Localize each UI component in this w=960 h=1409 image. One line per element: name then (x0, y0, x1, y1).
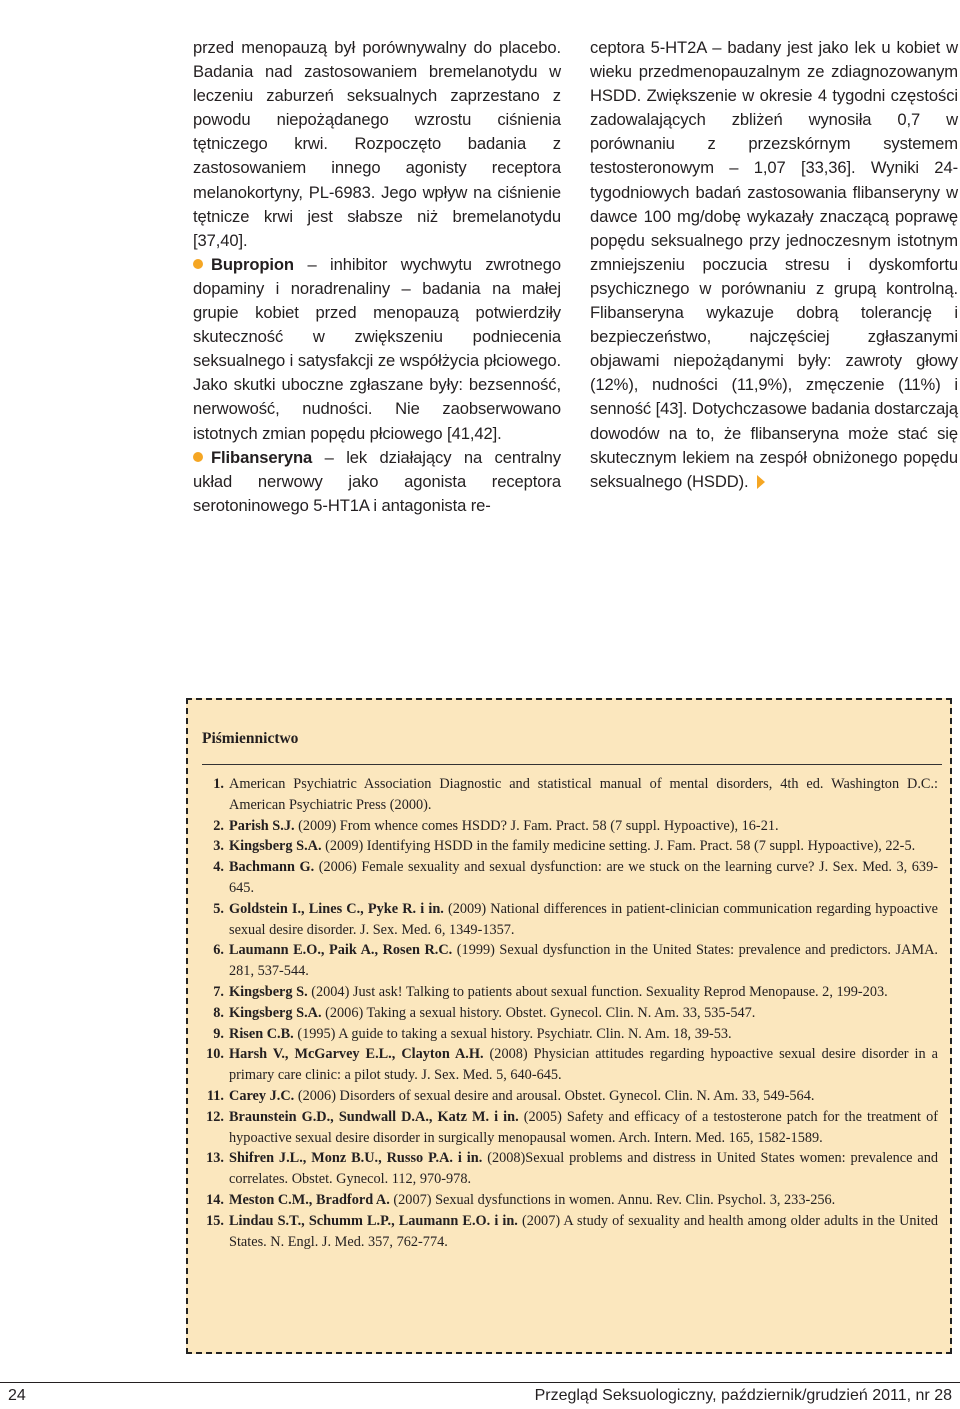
reference-item (188, 1148, 950, 1190)
reference-authors: Shifren J.L., Monz B.U., Russo P.A. i in. (229, 1150, 483, 1167)
reference-number: 14. (206, 1191, 224, 1208)
reference-item (188, 940, 950, 982)
reference-text: (2009) National differences in patient-clinician communication regarding hypoactive sexual desire disorder. J. Sex. Med. 6, 1349-1357. (229, 900, 938, 938)
reference-text: (2006) Taking a sexual history. Obstet. Gynecol. Clin. N. Am. 33, 535-547. (321, 1004, 756, 1021)
reference-text: (1995) A guide to taking a sexual history. Psychiatr. Clin. N. Am. 18, 39-53. (293, 1025, 732, 1042)
reference-text: (2009) From whence comes HSDD? J. Fam. Pract. 58 (7 suppl. Hypoactive), 16-21. (294, 817, 779, 834)
reference-item (188, 857, 950, 899)
references-box (186, 698, 952, 1354)
reference-item (188, 982, 950, 1003)
reference-authors: Kingsberg S.A. (229, 1004, 322, 1021)
reference-authors: Parish S.J. (229, 817, 295, 834)
reference-text: (1999) Sexual dysfunction in the United States: prevalence and predictors. JAMA. 281, 537-544. (229, 942, 939, 980)
reference-item (188, 899, 950, 941)
reference-authors: Braunstein G.D., Sundwall D.A., Katz M. i in. (229, 1108, 519, 1125)
reference-authors: Risen C.B. (229, 1025, 294, 1042)
page-footer (0, 1382, 960, 1409)
journal-name: Przegląd Seksuologiczny, październik/grudzień 2011, nr 28 (534, 1387, 952, 1404)
reference-number: 11. (206, 1087, 224, 1104)
paragraph-text: – inhibitor wychwytu zwrotnego dopaminy i noradrenaliny – badania na małej grupie kobiet przed menopauzą potwierdziły skuteczność w zwiększeniu podniecenia seksualnego i satysfakcji ze współżycia płciowego. Jako skutki uboczne zgłaszane były: bezsenność, nerwowość, nudności. Nie zaobserwowano istotnych zmian popędu płciowego [41,42]. (193, 254, 561, 443)
reference-text: (2009) Identifying HSDD in the family medicine setting. J. Fam. Pract. 58 (7 suppl. Hypoactive), 22-5. (321, 838, 916, 855)
reference-number: 15. (206, 1212, 224, 1229)
reference-number: 4. (213, 859, 224, 876)
reference-authors: Meston C.M., Bradford A. (229, 1191, 390, 1208)
paragraph: przed menopauzą był porównywalny do placebo. Badania nad zastosowaniem bremelanotydu w leczeniu zaburzeń seksualnych zaprzestano z powodu niepożądanego wzrostu ciśnienia tętniczego krwi. Rozpoczęto badania z zastosowaniem innego agonisty receptora melanokortyny, PL-6983. Jego wpływ na ciśnienie tętnicze krwi jest słabsze niż bremelanotydu [37,40]. (193, 38, 561, 250)
reference-text: (2005) Safety and efficacy of a testosterone patch for the treatment of hypoactive sexual desire disorder in surgically menopausal women. Arch. Intern. Med. 165, 1582-1589. (229, 1108, 938, 1146)
reference-text: (2007) Sexual dysfunctions in women. Annu. Rev. Clin. Psychol. 3, 233-256. (389, 1191, 836, 1208)
reference-authors: Lindau S.T., Schumm L.P., Laumann E.O. i in. (229, 1212, 518, 1229)
reference-authors: Laumann E.O., Paik A., Rosen R.C. (229, 942, 453, 959)
right-column (590, 36, 958, 494)
bullet-icon (193, 259, 203, 269)
reference-item (188, 1107, 950, 1149)
reference-text: (2008)Sexual problems and distress in United States women: prevalence and correlates. Obstet. Gynecol. 112, 970-978. (229, 1150, 938, 1188)
paragraph (193, 253, 561, 446)
reference-number: 3. (213, 838, 224, 855)
reference-number: 8. (213, 1004, 224, 1021)
bullet-icon (193, 452, 203, 462)
reference-authors: Kingsberg S. (229, 983, 308, 1000)
reference-authors: Harsh V., McGarvey E.L., Clayton A.H. (229, 1046, 484, 1063)
reference-text: (2004) Just ask! Talking to patients about sexual function. Sexuality Reprod Menopause. 2, 199-203. (307, 983, 888, 1000)
reference-item (188, 1003, 950, 1024)
reference-number: 13. (206, 1150, 224, 1167)
reference-list (188, 774, 950, 1252)
term-bupropion: Bupropion (211, 254, 294, 274)
reference-item (188, 816, 950, 837)
reference-item (188, 1044, 950, 1086)
paragraph (590, 36, 958, 494)
reference-number: 12. (206, 1108, 224, 1125)
reference-text: American Psychiatric Association Diagnostic and statistical manual of mental disorders, 4th ed. Washington D.C.: American Psychiatric Press (2000). (229, 776, 938, 813)
reference-text: (2006) Female sexuality and sexual dysfunction: are we stuck on the learning curve? J. Sex. Med. 3, 639-645. (229, 859, 938, 896)
reference-number: 2. (213, 817, 224, 834)
left-column (193, 36, 561, 518)
paragraph-text: ceptora 5-HT2A – badany jest jako lek u kobiet w wieku przedmenopauzalnym ze zdiagnozowanym HSDD. Zwiększenie w okresie 4 tygodni częstości zadowalających zbliżeń wynosiła 0,7 w porównaniu z przezskórnym systemem testosteronowym – 1,07 [33,36]. Wyniki 24-tygodniowych badań zastosowania flibanseryny w dawce 100 mg/dobę wykazały znaczącą poprawę popędu seksualnego przy jednoczesnym istotnym zmniejszeniu poczucia stresu i dyskomfortu psychicznego w porównaniu z grupą kontrolną. Flibanseryna wykazuje dobrą tolerancję i bezpieczeństwo, najczęściej zgłaszanymi objawami niepożądanymi były: zawroty głowy (12%), nudności (11,9%), zmęczenie (11%) i senność [43]. Dotychczasowe badania dostarczają dowodów na to, że flibanseryna może stać się skutecznym lekiem na zespół obniżonego popędu seksualnego (HSDD). (590, 38, 958, 491)
reference-text: (2007) A study of sexuality and health among older adults in the United States. N. Engl. J. Med. 357, 762-774. (229, 1212, 938, 1250)
reference-item (188, 1024, 950, 1045)
reference-number: 10. (206, 1046, 224, 1063)
reference-item (188, 1211, 950, 1253)
reference-item (188, 1190, 950, 1211)
term-flibanseryna: Flibanseryna (211, 447, 313, 467)
divider (202, 764, 942, 765)
reference-text: (2006) Disorders of sexual desire and arousal. Obstet. Gynecol. Clin. N. Am. 33, 549-564. (294, 1087, 815, 1104)
reference-number: 7. (213, 983, 224, 1000)
paragraph (193, 446, 561, 518)
reference-item (188, 774, 950, 816)
reference-number: 1. (213, 776, 224, 792)
reference-item (188, 1086, 950, 1107)
page-number: 24 (8, 1387, 26, 1404)
reference-number: 9. (213, 1025, 224, 1042)
reference-item (188, 836, 950, 857)
paragraph-text: – lek działający na centralny układ nerwowy jako agonista receptora serotoninowego 5-HT1A i antagonista re- (193, 447, 561, 515)
references-title: Piśmiennictwo (202, 730, 299, 747)
reference-number: 5. (213, 900, 224, 917)
reference-number: 6. (213, 942, 224, 959)
reference-authors: Kingsberg S.A. (229, 838, 322, 855)
reference-authors: Bachmann G. (229, 859, 315, 876)
reference-authors: Carey J.C. (229, 1087, 295, 1104)
end-of-article-icon (757, 475, 765, 489)
reference-authors: Goldstein I., Lines C., Pyke R. i in. (229, 900, 444, 917)
reference-text: (2008) Physician attitudes regarding hypoactive sexual desire disorder in a primary care clinic: a pilot study. J. Sex. Med. 5, 640-645. (229, 1046, 938, 1084)
